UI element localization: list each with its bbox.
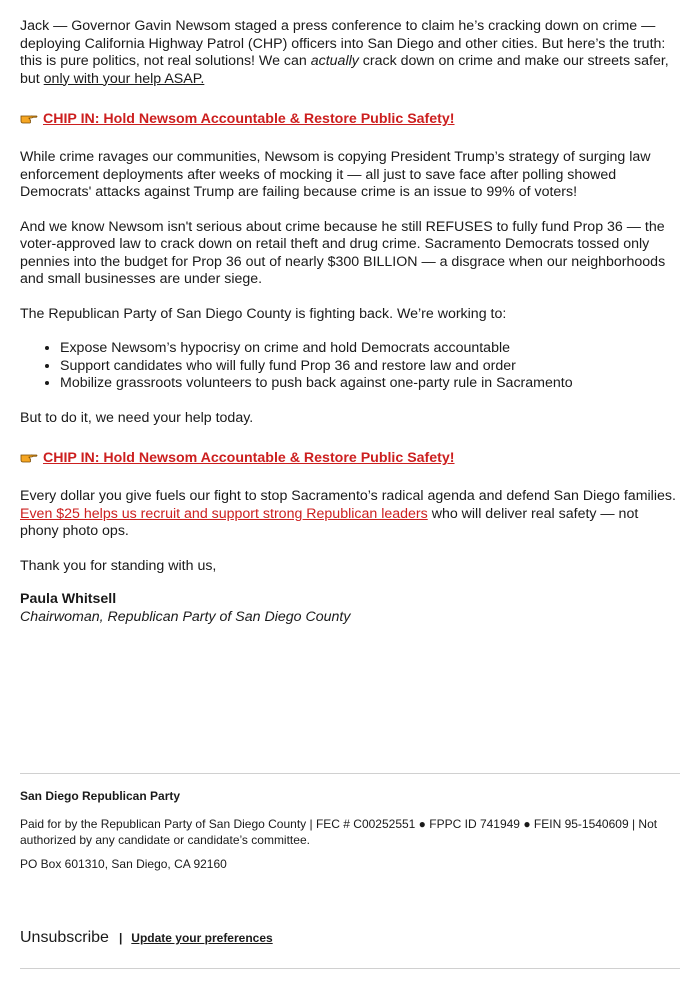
unsubscribe-link[interactable]: Unsubscribe <box>20 929 109 946</box>
paragraph-prop36: And we know Newsom isn't serious about crime because he still REFUSES to fully fund Prop 36 — the voter-approved law to crack down on retail theft and drug crime. Sacramento Democrats tossed only pennies into the budget for Prop 36 out of nearly $300 BILLION — a disgrace when our neighborhoods and small businesses are under siege. <box>20 218 666 287</box>
pointing-hand-icon <box>20 451 38 463</box>
chip-in-cta-1 <box>20 110 680 128</box>
separator: | <box>118 931 123 945</box>
thanks-text: Thank you for standing with us, <box>20 557 217 574</box>
help-asap-link[interactable]: only with your help ASAP. <box>43 70 205 87</box>
list-item: • Expose Newsom’s hypocrisy on crime and hold Democrats accountable <box>60 340 680 358</box>
closing-paragraph: Every dollar you give fuels our fight to stop Sacramento’s radical agenda and defend San Diego families. Even $25 helps us recruit and support strong Republican leaders who will deliver real safety — not phony photo ops. <box>20 488 676 539</box>
signature-title: Chairwoman, Republican Party of San Diego County <box>20 608 351 625</box>
donate-25-link[interactable]: Even $25 helps us recruit and support strong Republican leaders <box>20 505 428 522</box>
pointing-hand-icon <box>20 112 38 124</box>
help-today-text: But to do it, we need your help today. <box>20 409 254 426</box>
action-list <box>20 340 680 393</box>
chip-in-cta-2 <box>20 449 680 467</box>
update-preferences-link[interactable]: Update your preferences <box>131 931 273 945</box>
email-footer <box>20 773 680 871</box>
bottom-divider <box>20 968 680 969</box>
unsubscribe-row <box>20 929 273 947</box>
paragraph-fighting-back: The Republican Party of San Diego County is fighting back. We’re working to: <box>20 305 507 322</box>
paragraph-crime: While crime ravages our communities, Newsom is copying President Trump’s strategy of surging law enforcement deployments after weeks of mocking it — all just to save face after polling showed Democrats' attacks against Trump are failing because crime is an issue to 99% of voters! <box>20 149 651 200</box>
intro-paragraph: Jack — Governor Gavin Newsom staged a press conference to claim he’s cracking down on crime — deploying California Highway Patrol (CHP) officers into San Diego and other cities. But here’s the truth: this is pure politics, not real solutions! We can actually crack down on crime and make our streets safer, but only with your help ASAP. <box>20 18 669 87</box>
org-name: San Diego Republican Party <box>20 789 181 803</box>
chip-in-link[interactable]: CHIP IN: Hold Newsom Accountable & Restore Public Safety! <box>43 111 455 127</box>
list-item: • Support candidates who will fully fund Prop 36 and restore law and order <box>60 358 680 376</box>
mailing-address: PO Box 601310, San Diego, CA 92160 <box>20 857 227 871</box>
paid-for-disclaimer: Paid for by the Republican Party of San Diego County | FEC # C00252551 ● FPPC ID 741949 ● FEIN 95-1540609 | Not authorized by any candidate or candidate’s committee. <box>20 817 658 847</box>
chip-in-link[interactable]: CHIP IN: Hold Newsom Accountable & Restore Public Safety! <box>43 450 455 466</box>
list-item: • Mobilize grassroots volunteers to push back against one-party rule in Sacramento <box>60 375 680 393</box>
signature-name: Paula Whitsell <box>20 591 117 607</box>
